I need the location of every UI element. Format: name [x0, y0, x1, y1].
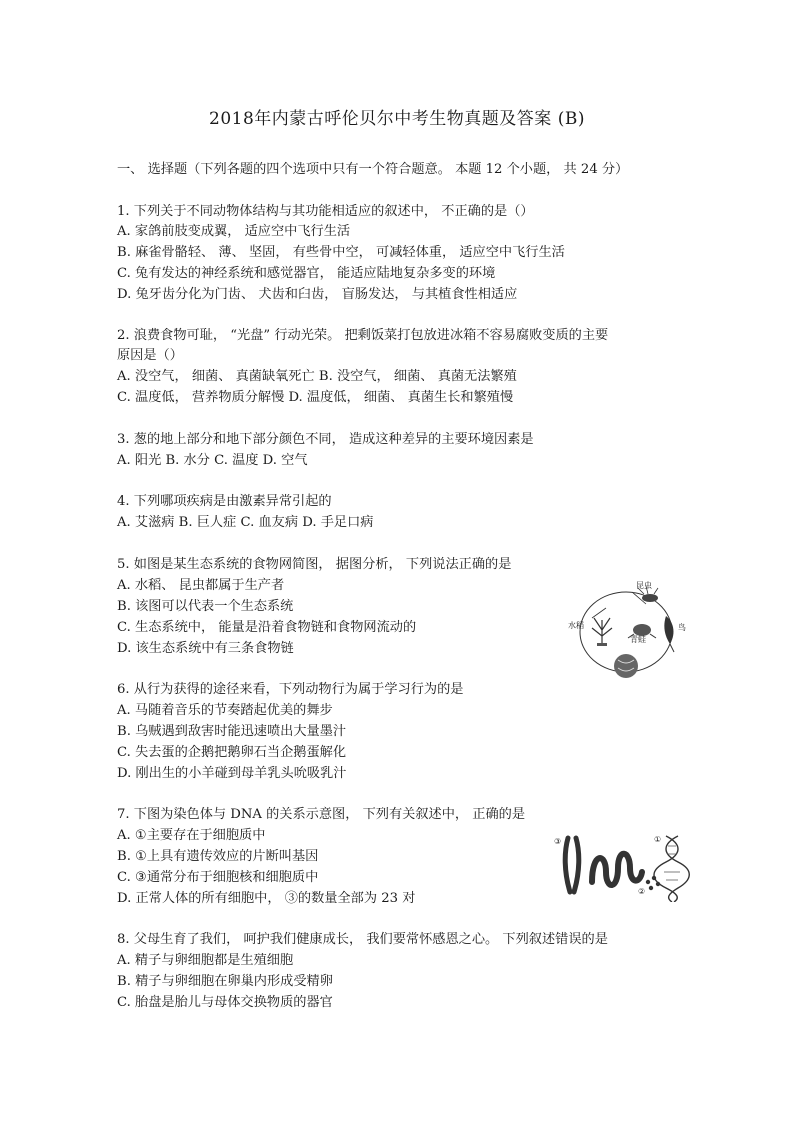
question-7-option-a: A. ①主要存在于细胞质中 [117, 828, 266, 843]
question-6-option-c: C. 失去蛋的企鹅把鹅卵石当企鹅蛋解化 [117, 745, 347, 760]
question-1-option-c: C. 兔有发达的神经系统和感觉器官， 能适应陆地复杂多变的环境 [117, 266, 496, 281]
question-3-stem: 3. 葱的地上部分和地下部分颜色不同， 造成这种差异的主要环境因素是 [117, 432, 534, 447]
label-3: ③ [554, 837, 562, 846]
question-7-stem: 7. 下图为染色体与 DNA 的关系示意图， 下列有关叙述中， 正确的是 [117, 807, 526, 822]
question-5-stem: 5. 如图是某生态系统的食物网简图， 据图分析， 下列说法正确的是 [117, 557, 512, 572]
chromosome-icon [565, 838, 579, 892]
dna-helix-icon [654, 836, 689, 902]
label-rice: 水稻 [568, 621, 584, 630]
question-1-option-d: D. 兔牙齿分化为门齿、 犬齿和臼齿， 盲肠发达， 与其植食性相适应 [117, 287, 518, 302]
question-8-option-b: B. 精子与卵细胞在卵巢内形成受精卵 [117, 974, 333, 989]
page-title: 2018年内蒙古呼伦贝尔中考生物真题及答案 (B) [209, 109, 585, 129]
question-4-stem: 4. 下列哪项疾病是由激素异常引起的 [117, 494, 332, 509]
label-insect: 昆虫 [636, 581, 652, 590]
question-6-option-b: B. 乌贼遇到敌害时能迅速喷出大量墨汁 [117, 724, 347, 739]
rice-plant-icon [592, 618, 612, 646]
question-5-option-a: A. 水稻、 昆虫都属于生产者 [117, 578, 285, 593]
chromatin-icon [592, 854, 642, 885]
chromosome-dna-figure [554, 832, 694, 902]
section-heading: 一、 选择题（下列各题的四个选项中只有一个符合题意。 本题 12 个小题， 共 24 分） [117, 162, 629, 177]
snake-icon [614, 654, 638, 678]
question-2-option-ab: A. 没空气， 细菌、 真菌缺氧死亡 B. 没空气， 细菌、 真菌无法繁殖 [117, 369, 517, 384]
question-6-option-d: D. 刚出生的小羊碰到母羊乳头吮吸乳汁 [117, 766, 347, 781]
label-1: ① [654, 835, 662, 844]
question-7-option-d: D. 正常人体的所有细胞中， ③的数量全部为 23 对 [117, 891, 416, 906]
question-8-stem: 8. 父母生育了我们， 呵护我们健康成长， 我们要常怀感恩之心。 下列叙述错误的是 [117, 932, 608, 947]
question-2-option-cd: C. 温度低， 营养物质分解慢 D. 温度低， 细菌、 真菌生长和繁殖慢 [117, 390, 514, 405]
question-6-stem: 6. 从行为获得的途径来看，下列动物行为属于学习行为的是 [117, 682, 464, 697]
question-1-option-b: B. 麻雀骨骼轻、 薄、 坚固， 有些骨中空， 可减轻体重， 适应空中飞行生活 [117, 245, 565, 260]
question-2-stem: 2. 浪费食物可耻， “光盘” 行动光荣。 把剩饭菜打包放进冰箱不容易腐败变质的主要 [117, 328, 609, 343]
question-7-option-b: B. ①上具有遗传效应的片断叫基因 [117, 849, 319, 864]
question-4-options: A. 艾滋病 B. 巨人症 C. 血友病 D. 手足口病 [117, 515, 374, 530]
question-6-option-a: A. 马随着音乐的节奏踏起优美的舞步 [117, 703, 333, 718]
question-2-stem-cont: 原因是（） [117, 348, 183, 363]
question-8-option-c: C. 胎盘是胎儿与母体交换物质的器官 [117, 995, 333, 1010]
food-web-figure [562, 578, 692, 682]
label-bird: 鸟 [678, 623, 686, 632]
question-3-options: A. 阳光 B. 水分 C. 温度 D. 空气 [117, 453, 308, 468]
question-5-option-c: C. 生态系统中， 能量是沿着食物链和食物网流动的 [117, 620, 417, 635]
question-5-option-b: B. 该图可以代表一个生态系统 [117, 599, 294, 614]
question-1-stem: 1. 下列关于不同动物体结构与其功能相适应的叙述中， 不正确的是（） [117, 204, 534, 219]
label-frog: 青蛙 [630, 635, 646, 644]
question-5-option-d: D. 该生态系统中有三条食物链 [117, 641, 294, 656]
question-7-option-c: C. ③通常分布于细胞核和细胞质中 [117, 870, 319, 885]
question-1-option-a: A. 家鸽前肢变成翼， 适应空中飞行生活 [117, 224, 351, 239]
label-2: ② [638, 887, 646, 896]
question-8-option-a: A. 精子与卵细胞都是生殖细胞 [117, 953, 294, 968]
